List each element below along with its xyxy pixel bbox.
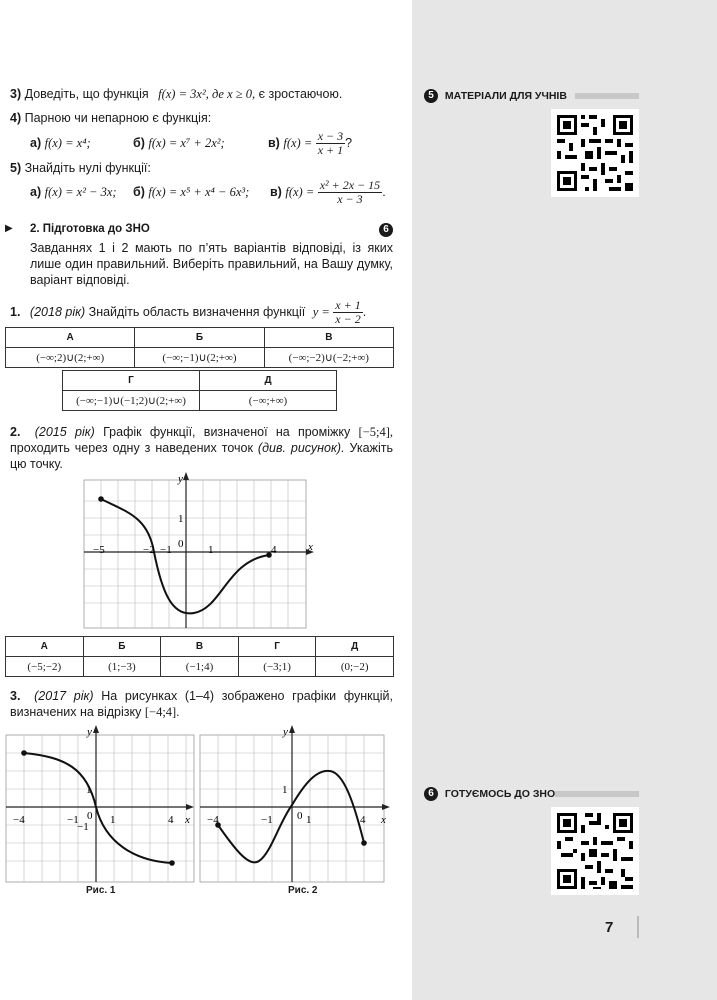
q3 <box>10 688 393 720</box>
q1-option-a[interactable]: (−∞;2)∪(2;+∞) <box>6 348 135 368</box>
section-badge <box>379 222 393 237</box>
fig2-caption: Рис. 2 <box>288 885 318 896</box>
section-intro: Завданнях 1 і 2 мають по п’ять варіантів відповіді, із яких лише один правильний. Виберіть правильний, на Вашу думку, варіант відповіді. <box>30 241 393 287</box>
q1-text: Знайдіть область визначення функції <box>88 305 306 319</box>
materials-qr-code[interactable] <box>551 109 639 197</box>
q1-formula-lhs: y = <box>312 305 330 319</box>
task-4b <box>133 135 225 151</box>
task-4c <box>268 127 352 159</box>
fig1-tick-1: 1 <box>110 814 116 826</box>
q2-header-c: В <box>161 637 239 657</box>
task-4c-label: в) <box>268 136 280 150</box>
task-3-formula: f(x) = 3x², де x ≥ 0, <box>158 87 256 101</box>
q1 <box>10 296 366 328</box>
fig1-end-point <box>169 860 175 866</box>
q2-interval: [−5;4], <box>358 425 394 439</box>
task-4 <box>10 110 211 126</box>
q2-text-c: Укажіть цю точку. <box>10 441 393 471</box>
fig2-end-point <box>361 840 367 846</box>
q2-y-arrow-icon <box>183 472 189 480</box>
materials-title: МАТЕРІАЛИ ДЛЯ УЧНІВ <box>444 90 567 102</box>
task-5b <box>133 184 249 200</box>
fig2-tick-0: 0 <box>297 810 303 822</box>
task-5a-label: а) <box>30 185 42 199</box>
task-5c-fraction <box>318 179 382 206</box>
task-4b-formula: f(x) = x⁷ + 2x²; <box>148 136 225 150</box>
task-4c-lhs: f(x) = <box>283 136 313 150</box>
materials-heading <box>424 89 567 103</box>
fig1-graph <box>5 723 195 883</box>
q1-option-e[interactable]: (−∞;+∞) <box>200 391 337 411</box>
q2-tick-neg1: −1 <box>160 544 172 556</box>
task-4a-formula: f(x) = x⁴; <box>44 136 91 150</box>
qr-icon <box>551 109 639 197</box>
task-4c-fraction <box>316 130 345 157</box>
q2-year: (2015 рік) <box>34 425 95 439</box>
q2-option-b[interactable]: (1;−3) <box>83 657 161 677</box>
task-5c-label: в) <box>270 185 282 199</box>
q2-tick-0: 0 <box>178 538 184 550</box>
q2-tick-1: 1 <box>208 544 214 556</box>
q2-option-c[interactable]: (−1;4) <box>161 657 239 677</box>
q1-header-b: Б <box>135 328 264 348</box>
task-3-text-end: є зростаючою. <box>258 87 343 101</box>
fig1-tick-0: 0 <box>87 810 93 822</box>
q1-denominator: x − 2 <box>335 312 361 327</box>
fig2-tick-neg1: −1 <box>261 814 273 826</box>
task-5 <box>10 160 151 176</box>
fig2-x-label: x <box>381 814 386 826</box>
fig1-start-point <box>21 750 27 756</box>
fig1-tick-y1: 1 <box>86 784 92 796</box>
page-number: 7 <box>605 919 614 936</box>
q2-number: 2. <box>10 425 21 439</box>
task-5-text: Знайдіть нулі функції: <box>24 161 151 175</box>
q2-tick-neg2: −2 <box>143 544 155 556</box>
task-4a <box>30 135 91 151</box>
q2-start-point <box>98 496 104 502</box>
q3-number: 3. <box>10 689 21 703</box>
q2-text: Графік функції, визначеної на проміжку <box>103 425 351 439</box>
q2-reference: (див. рисунок). <box>257 441 345 455</box>
fig2-y-label: y <box>283 726 288 738</box>
zno-heading <box>424 787 555 801</box>
q3-year: (2017 рік) <box>34 689 94 703</box>
fig1-tick-4: 4 <box>168 814 174 826</box>
q1-answers-row2 <box>62 370 337 411</box>
fig1-x-label: x <box>185 814 190 826</box>
q2-option-e[interactable]: (0;−2) <box>316 657 394 677</box>
zno-qr-code[interactable] <box>551 807 639 895</box>
q1-option-d[interactable]: (−∞;−1)∪(−1;2)∪(2;+∞) <box>63 391 200 411</box>
zno-title: ГОТУЄМОСЬ ДО ЗНО <box>444 788 556 800</box>
q1-header-e: Д <box>200 371 337 391</box>
q2-header-d: Г <box>238 637 316 657</box>
q1-year: (2018 рік) <box>29 305 86 319</box>
task-4-number: 4) <box>10 111 22 125</box>
task-5a <box>30 184 117 200</box>
task-3-text: Доведіть, що функція <box>24 87 149 101</box>
task-3 <box>10 86 342 102</box>
fig1-tick-yneg1: −1 <box>77 821 89 833</box>
q2-graph <box>82 472 320 632</box>
q2-tick-4: 4 <box>271 544 277 556</box>
task-5c-tail: . <box>382 185 386 199</box>
task-4c-tail: ? <box>345 136 353 150</box>
q1-option-c[interactable]: (−∞;−2)∪(−2;+∞) <box>264 348 393 368</box>
task-5c-denominator: x − 3 <box>337 192 363 207</box>
fig2-x-arrow-icon <box>382 804 390 810</box>
q1-numerator: x + 1 <box>335 298 361 313</box>
q2-header-e: Д <box>316 637 394 657</box>
fig2-tick-y1: 1 <box>282 784 288 796</box>
materials-badge: 5 <box>424 89 438 103</box>
fig1-y-arrow-icon <box>93 725 99 733</box>
fig2-tick-neg4: −4 <box>207 814 219 826</box>
fig2-graph <box>199 723 394 883</box>
task-4b-label: б) <box>133 136 145 150</box>
q2-x-label: x <box>308 541 313 553</box>
q1-header-d: Г <box>63 371 200 391</box>
q2 <box>10 424 393 472</box>
task-4c-denominator: x + 1 <box>317 143 344 158</box>
task-4a-label: а) <box>30 136 42 150</box>
fig1-caption: Рис. 1 <box>86 885 116 896</box>
q2-header-b: Б <box>83 637 161 657</box>
fig2-y-arrow-icon <box>289 725 295 733</box>
q2-tick-neg5: −5 <box>93 544 105 556</box>
fig2-tick-1: 1 <box>306 814 312 826</box>
q1-header-a: А <box>6 328 135 348</box>
q2-tick-y1: 1 <box>178 513 184 525</box>
task-3-number: 3) <box>10 87 22 101</box>
q1-fraction <box>333 299 362 326</box>
zno-badge: 6 <box>424 787 438 801</box>
q2-option-d[interactable]: (−3;1) <box>238 657 316 677</box>
task-5b-label: б) <box>133 185 145 199</box>
task-5c-lhs: f(x) = <box>285 185 315 199</box>
task-4c-numerator: x − 3 <box>317 129 344 144</box>
zno-rule <box>555 791 639 797</box>
fig1-tick-neg4: −4 <box>13 814 25 826</box>
fig1-tick-neg1: −1 <box>67 814 79 826</box>
q2-header-a: А <box>6 637 84 657</box>
section-badge-number: 6 <box>379 223 393 237</box>
q2-answers <box>5 636 394 677</box>
q1-answers-row1 <box>5 327 394 368</box>
q1-option-b[interactable]: (−∞;−1)∪(2;+∞) <box>135 348 264 368</box>
task-5a-formula: f(x) = x² − 3x; <box>44 185 117 199</box>
q2-option-a[interactable]: (−5;−2) <box>6 657 84 677</box>
materials-rule <box>575 93 639 99</box>
task-5-number: 5) <box>10 161 22 175</box>
qr-icon <box>551 807 639 895</box>
q2-y-label: y <box>178 473 183 485</box>
q1-number: 1. <box>10 305 21 319</box>
task-5c <box>270 176 386 208</box>
section-arrow-icon: ▶ <box>5 223 13 234</box>
q1-header-c: В <box>264 328 393 348</box>
section-title: 2. Підготовка до ЗНО <box>30 223 150 235</box>
task-5b-formula: f(x) = x⁵ + x⁴ − 6x³; <box>148 185 250 199</box>
fig2-tick-4: 4 <box>360 814 366 826</box>
task-5c-numerator: x² + 2x − 15 <box>319 178 381 193</box>
q2-text-b: проходить через одну з наведених точок <box>10 441 253 455</box>
q3-interval: [−4;4]. <box>144 705 180 719</box>
fig1-y-label: y <box>87 726 92 738</box>
q3-text: На рисунках (1–4) зображено графіки функцій, визначених на відрізку <box>10 689 393 719</box>
task-4-text: Парною чи непарною є функція: <box>24 111 212 125</box>
q1-tail: . <box>362 305 367 319</box>
page-number-rule <box>637 916 639 938</box>
